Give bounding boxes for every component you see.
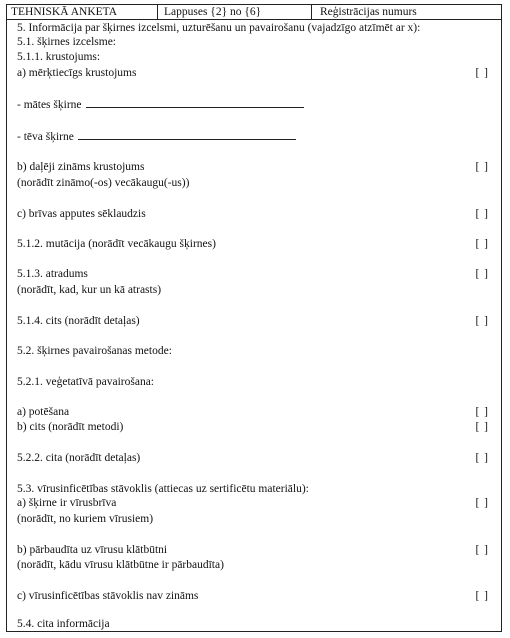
other-method-label: b) cits (norādīt metodi) [17,421,124,433]
mother-variety-label: - mātes šķirne [17,99,82,111]
mutation-label: 5.1.2. mutācija (norādīt vecākaugu šķirnes) [17,238,216,250]
partial-cross-checkbox[interactable]: [ ] [475,161,489,173]
grafting-checkbox[interactable]: [ ] [475,406,489,418]
virus-tested-label: b) pārbaudīta uz vīrusu klātbūtni [17,544,168,556]
grafting-label: a) potēšana [17,406,70,418]
propagation-heading: 5.2. šķirnes pavairošanas metode: [17,345,172,357]
mother-variety-field[interactable] [86,107,304,108]
virus-free-label: a) šķirne ir vīrusbrīva [17,497,117,509]
virus-tested-checkbox[interactable]: [ ] [475,544,489,556]
registration-number-label: Reģistrācijas numurs [320,6,417,18]
mother-variety-row [17,98,304,112]
other-method-checkbox[interactable]: [ ] [475,421,489,433]
form-header [7,5,501,20]
partial-cross-label: b) daļēji zināms krustojums [17,161,145,173]
other-origin-checkbox[interactable]: [ ] [475,315,489,327]
virus-tested-note: (norādīt, kādu vīrusu klātbūtne ir pārbaudīta) [17,559,224,571]
other-propagation-label: 5.2.2. cita (norādīt detaļas) [17,452,141,464]
origin-heading: 5.1. šķirnes izcelsme: [17,36,117,48]
virus-free-checkbox[interactable]: [ ] [475,497,489,509]
father-variety-field[interactable] [78,139,296,140]
form-title: TEHNISKĀ ANKETA [7,5,158,19]
other-origin-label: 5.1.4. cits (norādīt detaļas) [17,315,140,327]
other-info-heading: 5.4. cita informācija [17,618,110,630]
virus-heading: 5.3. vīrusinficētības stāvoklis (attiecas uz sertificētu materiālu): [17,483,309,495]
find-label: 5.1.3. atradums [17,268,88,280]
page-counter: Lappuses {2} no {6} [158,5,312,19]
mutation-checkbox[interactable]: [ ] [475,238,489,250]
father-variety-row [17,130,296,144]
virus-unknown-label: c) vīrusinficētības stāvoklis nav zināms [17,590,199,602]
open-pollination-checkbox[interactable]: [ ] [475,208,489,220]
cross-heading: 5.1.1. krustojums: [17,51,101,63]
find-note: (norādīt, kad, kur un kā atrasts) [17,284,162,296]
father-variety-label: - tēva šķirne [17,131,74,143]
vegetative-heading: 5.2.1. veģetatīvā pavairošana: [17,376,154,388]
targeted-cross-checkbox[interactable]: [ ] [475,67,489,79]
open-pollination-label: c) brīvas apputes sēklaudzis [17,208,146,220]
targeted-cross-label: a) mērķtiecīgs krustojums [17,67,137,79]
other-propagation-checkbox[interactable]: [ ] [475,452,489,464]
section-5-heading: 5. Informācija par šķirnes izcelsmi, uzturēšanu un pavairošanu (vajadzīgo atzīmēt ar x): [17,22,421,34]
virus-unknown-checkbox[interactable]: [ ] [475,590,489,602]
find-checkbox[interactable]: [ ] [475,268,489,280]
technical-questionnaire-form [6,4,502,632]
virus-free-note: (norādīt, no kuriem vīrusiem) [17,513,154,525]
partial-cross-note: (norādīt zināmo(-os) vecākaugu(-us)) [17,177,190,189]
